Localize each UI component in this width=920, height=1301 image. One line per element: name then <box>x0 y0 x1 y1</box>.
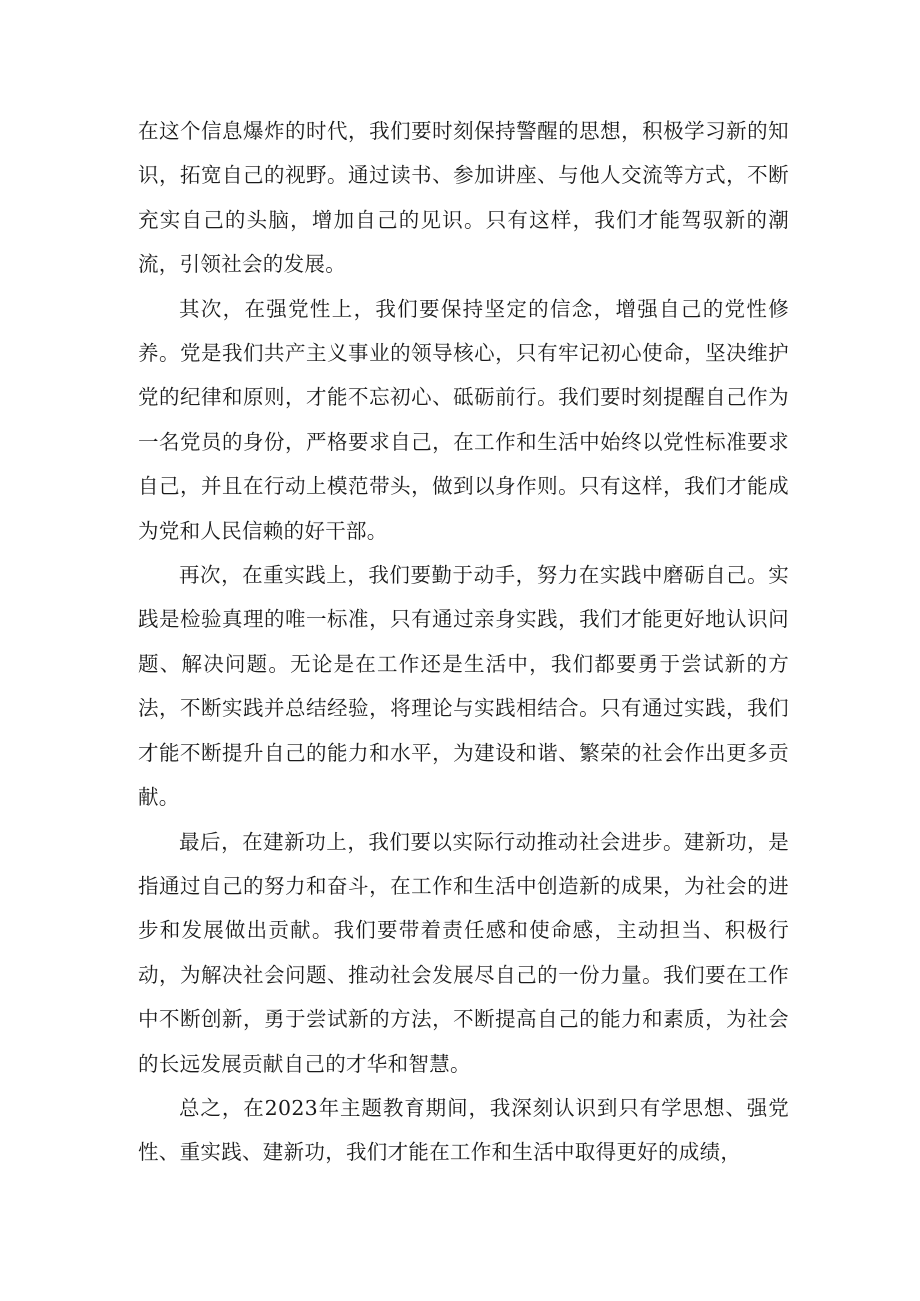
paragraph-party-spirit: 其次，在强党性上，我们要保持坚定的信念，增强自己的党性修养。党是我们共产主义事业的领导核心，只有牢记初心使命，坚决维护党的纪律和原则，才能不忘初心、砥砺前行。我们要时刻提醒自己作为一名党员的身份，严格要求自己，在工作和生活中始终以党性标准要求自己，并且在行动上模范带头，做到以身作则。只有这样，我们才能成为党和人民信赖的好干部。 <box>138 296 789 543</box>
paragraph-conclusion: 总之，在2023年主题教育期间，我深刻认识到只有学思想、强党性、重实践、建新功，我们才能在工作和生活中取得更好的成绩， <box>138 1095 789 1165</box>
document-body <box>138 109 789 1175</box>
paragraph-practice: 再次，在重实践上，我们要勤于动手，努力在实践中磨砺自己。实践是检验真理的唯一标准，只有通过亲身实践，我们才能更好地认识问题、解决问题。无论是在工作还是生活中，我们都要勇于尝试新的方法，不断实践并总结经验，将理论与实践相结合。只有通过实践，我们才能不断提升自己的能力和水平，为建设和谐、繁荣的社会作出更多贡献。 <box>138 563 789 810</box>
paragraph-new-achievements: 最后，在建新功上，我们要以实际行动推动社会进步。建新功，是指通过自己的努力和奋斗，在工作和生活中创造新的成果，为社会的进步和发展做出贡献。我们要带着责任感和使命感，主动担当、积极行动，为解决社会问题、推动社会发展尽自己的一份力量。我们要在工作中不断创新，勇于尝试新的方法，不断提高自己的能力和素质，为社会的长远发展贡献自己的才华和智慧。 <box>138 829 789 1076</box>
paragraph-continuation: 在这个信息爆炸的时代，我们要时刻保持警醒的思想，积极学习新的知识，拓宽自己的视野。通过读书、参加讲座、与他人交流等方式，不断充实自己的头脑，增加自己的见识。只有这样，我们才能驾驭新的潮流，引领社会的发展。 <box>138 119 789 277</box>
